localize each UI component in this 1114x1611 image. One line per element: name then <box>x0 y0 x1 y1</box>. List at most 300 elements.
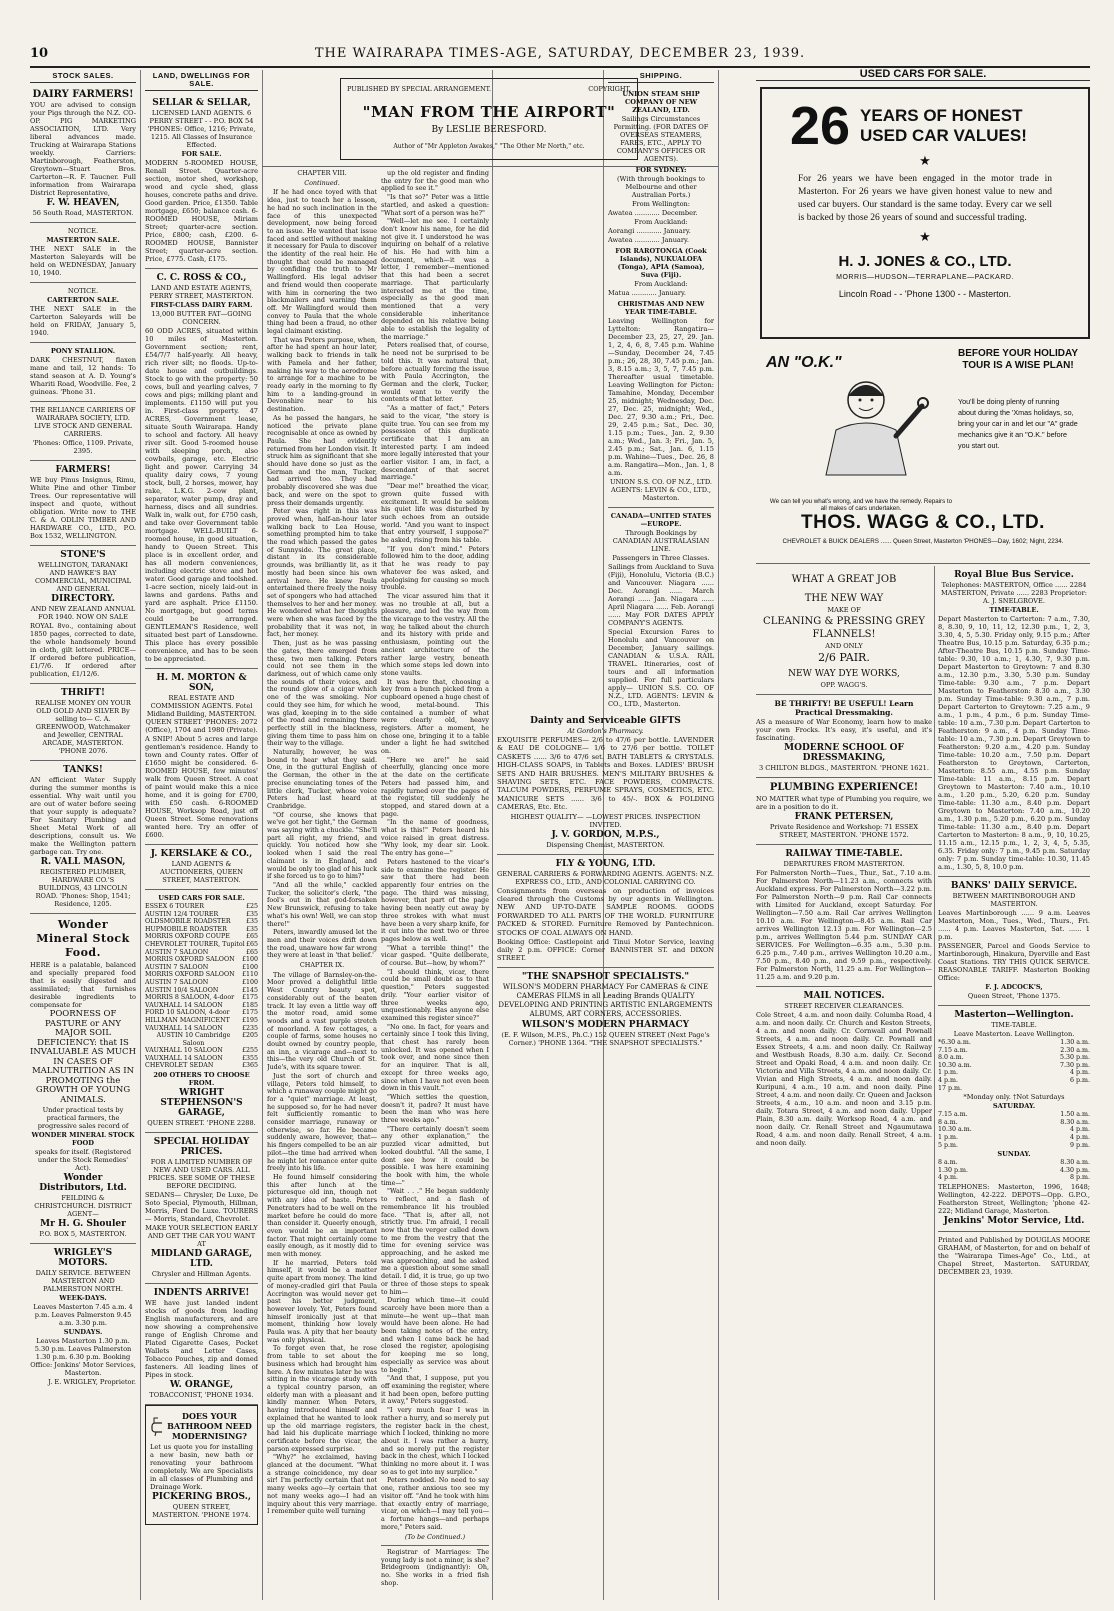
timetable-row-cell: 10.30 a.m. <box>938 1126 972 1134</box>
car-row-cell: £365 <box>241 1062 258 1070</box>
ad-title: DIRECTORY. <box>51 594 115 604</box>
ad-address: OPP. WAGG'S. <box>820 681 868 689</box>
ad-body: MAKE YOUR SELECTION EARLY AND GET THE CAR YOU WANT AT <box>145 1224 258 1249</box>
timetable-row <box>938 1174 1090 1182</box>
ad-line: MAKE OF <box>827 606 861 614</box>
section-heading: SHIPPING. <box>608 70 714 83</box>
car-row <box>145 1047 258 1055</box>
ad-subtitle: GENERAL CARRIERS & FORWARDING AGENTS. AGENTS: N.Z. EXPRESS CO., LTD., AND COLONIAL CARRYING CO. <box>497 869 714 886</box>
ad-title: STONE'S <box>60 550 106 560</box>
column-rule <box>934 566 935 1600</box>
timetable-row-cell: 1.30 a.m. <box>1060 1039 1090 1046</box>
wright-stephenson-ad <box>145 890 258 1133</box>
car-row-cell: £175 <box>241 1009 258 1017</box>
car-row-cell: £100 <box>241 956 258 964</box>
kerslake-ad <box>145 845 258 890</box>
ad-body: Depart Masterton to Carterton: 7 a.m., 7.30, 8, 8.30, 9, 10, 11, 12, 12.30 p.m., 1, 2, 3, 3.30, 4, 5, 5.30. Friday only, 9.15 p.m.; After Theatre Bus, 10.15 p.m. Saturday, 6.35 p.m.; After-Theatre Bus, 10.15 p.m. Sunday Time-table: 9.30, 10 a.m.; 1, 4.30, 7, 9.30 p.m. Depart Masterton to Greytown: 7 and 8.30 a.m., 12.30 p.m., 3.30, 5.30 p.m. Sunday Time-table: 9.30 a.m., 7 p.m. Depart Masterton to Featherston: 8.30 a.m., 3.30 p.m. Sunday Time-table: 9.30 a.m., 7 p.m. Depart Carterton to Greytown: 7.25 a.m., 9 a.m., 1 p.m., 4 p.m., 6 p.m. Sunday Time-table: 10 a.m., 7.30 p.m. Depart Carterton to Featherston: 9 a.m., 4 p.m. Sunday Time-table: 10 a.m., 7.30 p.m. Depart Greytown to Featherston: 9.20 a.m., 4.20 p.m. Sunday Time-table: 10.20 a.m., 7.50 p.m. Depart Featherston to Greytown, Carterton, Masterton: 8.55 a.m., 4.55 p.m. Sunday Time-table: 11 a.m., 8.15 p.m. Depart Greytown to Masterton: 7.40 a.m., 10.10 a.m., 1.20 p.m., 5.20, 6.20 p.m. Sunday Time-table: 11.30 a.m., 8.40 p.m. Depart Greytown to Masterton: 7.40 a.m., 10.20 a.m., 1.30 p.m., 5.20 p.m., 6.20 p.m. Sunday Time-table: 11.30 a.m., 8.40 p.m. Depart Carterton to Masterton: 8 a.m., 9, 10, 10.25, 11.15 a.m., 12.15 p.m., 1, 2, 3, 4, 5, 5.35, 6.35. Friday only: 7 p.m., 9.45 p.m. Saturday only: 7 p.m. Sunday time-table: 10.30, 11.45 a.m., 1.30, 5, 8, 10.0 p.m. <box>938 615 1090 871</box>
ad-heading: CHRISTMAS AND NEW YEAR TIME-TABLE. <box>617 300 705 316</box>
ad-makes: MORRIS—HUDSON—TERRAPLANE—PACKARD. <box>836 274 1014 281</box>
ad-heading: FIRST-CLASS DAIRY FARM. <box>150 301 253 309</box>
car-row <box>145 911 258 919</box>
ad-address: REGISTERED PLUMBER, HARDWARE CO.'S BUILDINGS, 43 LINCOLN ROAD. 'Phones: Shop, 1541; Residence, 1205. <box>35 868 131 908</box>
timetable-row-cell: 8.30 a.m. <box>1060 1159 1090 1167</box>
ad-body: WE have just landed indent stocks of goods from leading English manufacturers, and are now showing a comprehensive range of English Chrome and Plated Cigarette Cases, Pocket Wallets and Letter Cases, Tobacco Pouches, zip and domed fasteners. All leading lines of Pipes in stock. <box>145 1299 258 1380</box>
story-paragraph: That was Peters purpose, when, after he had spent an hour later, walking back to friends in talk with Pamela and her father, making his way to the aerodrome to arrange for a machine to be ready early in the morning to fly him to a landing-ground in Devonshire near to his destination. <box>267 335 377 414</box>
ad-body: Under practical tests by practical farmers, the progressive sales record of <box>37 1106 129 1130</box>
notice-title: MASTERTON SALE. <box>46 236 120 244</box>
car-row-cell: £255 <box>241 1047 258 1055</box>
timetable-row-cell: 5 p.m. <box>938 1141 959 1149</box>
story-paragraph: Peters, inwardly amused let the men and their voices drift down the road, unaware how far wrong they were at least in 'that belief.' <box>267 928 377 960</box>
story-paragraph: If he married, Peters told himself, it would be a matter quite apart from money. The kind of money-cradled girl that Paula Accrington was would never get past his better judgment, however lovely. Yet, Peters found himself ironically just at that moment, thinking how lovely Paula was. A pity that her beauty was only physical. <box>267 1258 377 1344</box>
ad-body: ROYAL 8vo., containing about 1850 pages, corrected to date, the whole handsomely bound in cloth, gilt lettered. PRICE— If ordered before publication, £1/7/6. If ordered after publication, £1/12/6. <box>30 622 136 678</box>
car-row-cell: MORRIS OXFORD COUPE <box>145 933 230 941</box>
car-row-cell: AUSTIN 12/4 TOURER <box>145 910 219 918</box>
ad-name: R. VALL MASON, <box>40 857 126 867</box>
continued-label: Continued. <box>304 178 340 187</box>
timetable-row <box>938 1077 1090 1085</box>
ad-company: PICKERING BROS., <box>152 1492 251 1503</box>
ad-title: RAILWAY TIME-TABLE. <box>785 849 903 859</box>
car-row <box>145 941 258 949</box>
ad-body: Let us quote you for installing a new basin, new bath or renovating your bathroom completely. We are Specialists in all classes of Plumbing and Drainage Work. <box>150 1443 253 1492</box>
ad-subtitle: Chrysler and Hillman Agents. <box>151 1270 252 1279</box>
ad-company: THOS. WAGG & CO., LTD. <box>801 512 1045 533</box>
story-paragraph: Then, just as he was passing the gates, there emerged from these, two men talking. Peters could not see them in the darkness, out of which came only the sounds of their voices, and the round glow of a cigar which one of the was smoking. Nor could they see him, for which he was glad, keeping in to the side of the road and remaining there perfectly still in the blackness, giving them time to pass him on their way to the village. <box>267 639 377 748</box>
ad-company: W. ORANGE, <box>169 1380 234 1391</box>
banks-service-ad <box>938 877 1090 1006</box>
ad-address: Queen Street, 'Phone 1375. <box>967 992 1061 1000</box>
story-paragraph: During which time—it could scarcely have been more than a minute—he went up—that man would have been alone. He had been taking notes of the entry, and when I came back he had closed the register, apologising for keeping me so long, especially as service was about to begin." <box>381 1296 489 1374</box>
car-row-cell: OLDSMOBILE ROADSTER <box>145 918 231 926</box>
ad-title: BEFORE YOUR HOLIDAY TOUR IS A WISE PLAN! <box>957 348 1079 371</box>
ad-heading: Passengers in Three Classes. <box>612 554 710 562</box>
story-paragraph: It was here that, choosing a key from a bunch picked from a cupboard opened a huge chest of wood, metal-bound. This contained a number of what were clearly old, heavy registers. After a moment, he chose one, bringing it to a table under a light he had switched on. <box>381 677 489 756</box>
ad-body: For 26 years we have been engaged in the motor trade in Masterton. For 26 years we have given honest value to new and used car buyers. Our standard is the same today. Every car we sell is backed by those 26 years of sound and successful trading. <box>798 174 1052 223</box>
timetable-row-cell: 7.15 a.m. <box>938 1111 968 1119</box>
ad-body: You'll be doing plenty of running about during the 'Xmas holidays, so, bring your car in and let our "A" grade mechanics give it an "O.K." before you start out. <box>958 397 1078 450</box>
ad-body: Leaves Masterton 7.45 a.m. 4 p.m. Leaves Palmerston 9.45 a.m. 3.30 p.m. <box>33 1303 133 1327</box>
wonder-stock-food-ad <box>30 914 136 1244</box>
timetable-row <box>938 1069 1090 1077</box>
ross-ad <box>145 269 258 669</box>
ad-agent: Mr H. G. Shouler <box>40 1219 126 1229</box>
ad-title: UNION STEAM SHIP COMPANY OF NEW ZEALAND, LTD. <box>622 90 700 114</box>
ad-body: AS a measure of War Economy, learn how to make your own Frocks. It's easy, it's useful, and it's fascinating. <box>756 718 932 742</box>
ad-body: Leaves Masterton 1.30 p.m. 5.30 p.m. Leaves Palmerston 1.30 p.m. 6.30 p.m. Booking Office: Jenkins' Motor Services, Masterton. <box>30 1337 136 1377</box>
story-paragraph: He found himself considering this after lunch at the picturesque old inn, though not with any idea of haste. Peters Penetraters had to be well on the market before he could do more than consider it. Queerly enough, even would be an important factor. That might certainly come easily enough, as it mostly did to men with money. <box>267 1173 377 1259</box>
car-row-cell: MORRIS 8 SALOON, 4-door <box>145 994 235 1002</box>
car-row-cell: £175 <box>241 994 258 1002</box>
pharmacy-carriers-column <box>497 712 714 1600</box>
ad-title: C. C. ROSS & CO., <box>156 273 247 283</box>
column-rule <box>718 70 719 1600</box>
ad-line: From Wellington: <box>631 200 691 208</box>
shipping-column <box>608 70 714 710</box>
ad-subtitle: TOBACCONIST, 'PHONE 1934. <box>149 1391 254 1400</box>
car-row-cell: £235 <box>241 1024 258 1032</box>
ad-body: Leaving Wellington for Lyttelton: Rangatira—December 23, 25, 27, 29. Jan. 1, 2, 4, 6, 8, 7.45 p.m. Wahine—Sunday, December 24, 7.45 p.m.; 26, 28, 30, 7.45 p.m.; Jan. 3, 8.15 a.m.; 3, 5, 7, 7.45 p.m. Thereafter usual timetable. Leaving Wellington for Picton: Tamahine, Monday, December 25, midnight; Wednesday, Dec. 27, Dec. 25, midnight; Wed., Dec. 27, 9.30 a.m.; Fri., Dec. 29, 2.45 p.m.; Sat., Dec. 30, 1.15 p.m.; Tues., Jan. 2, 9.30 a.m.; Wed., Jan. 3; Fri., Jan. 5, 2.45 p.m.; Sat., Jan. 6, 1.15 p.m. Wahine—Tues., Dec. 26, 8 a.m. Rangatira—Mon., Jan. 1, 8 a.m. <box>608 317 714 477</box>
ad-signature: J. E. WRIGLEY, Proprietor. <box>48 1378 136 1386</box>
arrangement-note: PUBLISHED BY SPECIAL ARRANGEMENT. <box>347 85 492 93</box>
ad-title: MAIL NOTICES. <box>803 991 885 1001</box>
timetable-row <box>938 1134 1090 1142</box>
car-row-cell: £65 <box>245 940 258 948</box>
land-column <box>145 70 258 1600</box>
ad-title: Masterton—Wellington. <box>954 1010 1074 1020</box>
timetable-row-cell: 4 p.m. <box>938 1174 959 1182</box>
ad-title: BE THRIFTY! BE USEFUL! Learn Practical Dressmaking. <box>774 699 914 717</box>
ad-title: WRIGHT STEPHENSON'S GARAGE, <box>160 1088 243 1119</box>
right-lower-left-column <box>756 566 932 1600</box>
story-paragraph: "I very much fear I was in rather a hurry, and so merely put the register back in the chest, which I locked, thinking no more about it. I was rather a hurry, and so merely put the register back in the chest, which I locked thinking no more about it. I was so as to get into my surplice." <box>381 1406 489 1476</box>
ad-heading: TIME-TABLE. <box>989 606 1039 614</box>
timetable-row-cell: 8.0 a.m. <box>938 1054 964 1062</box>
ad-address: 56 South Road, MASTERTON. <box>32 209 134 217</box>
column-rule <box>140 70 141 1600</box>
ad-subtitle: STREET RECEIVER CLEARANCES. <box>784 1002 904 1010</box>
timetable-row <box>938 1159 1090 1167</box>
ad-body: FOR A LIMITED NUMBER OF NEW AND USED CARS. ALL PRICES. SEE SOME OF THESE BEFORE DECIDING. <box>148 1158 255 1191</box>
timetable-row <box>938 1054 1090 1062</box>
bathtub-icon <box>150 1415 162 1437</box>
story-paragraph: "Here we are!" he said cheerfully, glancing once more at the date on the certificate Peters had passed him, and rapidly turned over the pages of the register, till suddenly he stopped, and stared down at a page. <box>381 755 489 818</box>
ad-list: SEDANS— Chrysler, De Luxe, De Soto Special, Plymouth, Hillman, Morris, Ford De Luxe. TOURERS— Morris, Standard, Chevrolet. <box>145 1191 258 1224</box>
timetable-row <box>938 1085 1090 1093</box>
ad-address: 3 CHILTON BLDGS., MASTERTON. 'PHONE 1621. <box>759 764 929 772</box>
car-row <box>145 903 258 911</box>
notice-label: NOTICE. <box>67 227 99 235</box>
ad-title: THRIFT! <box>61 688 105 698</box>
column-rule <box>492 70 493 1600</box>
story-paragraph: "I should think, vicar, there could be small doubt as to that question," Peters suggested drily. "Your earlier visitor of three weeks ago, unquestionably. Has anyone else examined this register since?" <box>381 967 489 1022</box>
pony-stallion-ad <box>30 343 136 402</box>
joke-paragraph: Registrar of Marriages: The young lady is not a minor, is she? Bridegroom (indignantly): Oh, no. She works in a fried fish shop. <box>381 1548 489 1587</box>
timber-farmers-ad <box>30 461 136 546</box>
copyright-note: COPYRIGHT. <box>588 85 631 93</box>
stock-sales-column <box>30 70 136 1600</box>
notice-title: CARTERTON SALE. <box>47 296 119 304</box>
ad-company: Jenkins' Motor Service, Ltd. <box>943 1215 1085 1226</box>
dairy-farmers-ad <box>30 86 136 223</box>
car-row-cell: AUSTIN 10 Cambridge Saloon <box>156 1032 231 1047</box>
timetable-row <box>938 1039 1090 1047</box>
chapter-heading: CHAPTER IX. <box>299 961 345 970</box>
notice-label: NOTICE. <box>67 287 99 295</box>
story-paragraph: Peters hastened to the vicar's side to examine the register. He saw that there had been apparently four entries on the page. The third was missing, however, that part of the page having been neatly cut away by three strokes with what must have been a very sharp knife, for it cut into the next two or three pages below as well. <box>381 857 489 943</box>
timetable-row-cell: 8 a.m. <box>938 1118 958 1126</box>
timetable-row <box>938 1119 1090 1127</box>
ad-address: Dispensing Chemist, MASTERTON. <box>546 840 665 849</box>
petersen-plumbing-ad <box>756 778 932 845</box>
ad-title: SELLAR & SELLAR, <box>152 98 251 108</box>
pickering-bathroom-ad <box>145 1405 258 1525</box>
ad-address: Lincoln Road - - 'Phone 1300 - - Masterton. <box>838 289 1012 299</box>
wilson-pharmacy-ad <box>497 968 714 1052</box>
ad-body: MODERN 5-ROOMED HOUSE, Renall Street. Quarter-acre section, motor shed, workshop, wood and cycle shed, glass houses, concrete paths and drive. Good garden. Price, £1350. Table mortgage, £650; balance cash. 6-ROOMED HOUSE, Miriam Street; quarter-acre section. Price, £800; cash, £200. 6-ROOMED HOUSE, Bannister Street; quarter-acre section. Price, £775. Cash, £175. <box>145 159 258 263</box>
ad-body: YOU are advised to consign your Pigs through the N.Z. CO-OP. PIG MARKETING ASSOCIATION, LTD. Very liberal advances made. Trucking at Wairarapa Stations weekly. Carriers: Martinborough, Featherston, Greytown—Stuart Bros. Carterton—R. F. Taucner. Full information from Wairarapa District Representative, <box>30 101 136 197</box>
ad-subtitle: WELLINGTON, TARANAKI AND HAWKE'S BAY COMMERCIAL, MUNICIPAL AND GENERAL <box>34 561 132 593</box>
ad-subtitle: FEILDING & CHRISTCHURCH. DISTRICT AGENT— <box>34 1194 132 1218</box>
section-heading: USED CARS FOR SALE. <box>756 68 1090 81</box>
car-row <box>145 964 258 972</box>
timetable-row-cell: 8 p.m. <box>1069 1174 1090 1182</box>
timetable-row-cell: 4 p.m. <box>1069 1126 1090 1134</box>
car-row <box>145 979 258 987</box>
ad-heading: TIME-TABLE. <box>991 1021 1037 1029</box>
jones-motors-ad <box>760 87 1090 339</box>
ad-body: For Palmerston North—Tues., Thur., Sat., 7.10 a.m. For Palmerston North—11.23 a.m., connects with Auckland express. For Palmerston North—3.22 p.m. For Palmerston North—9 p.m. Rail Car connects with Limited for Auckland, except Saturday. For Wellington—7.50 a.m. Rail Car arrives Wellington 10.10 a.m. For Wellington—8.45 a.m. Rail Car arrives Wellington 12.13 p.m. For Wellington—2.5 p.m., arrives Wellington 5.44 p.m. SUNDAY CAR SERVICES. For Wellington—6.35 a.m., 5.30 p.m. 6.25 p.m., 7.40 p.m., arrives Wellington 10.20 a.m., 7.50 p.m., 8.40 p.m., and 9.59 p.m., respectively. For Palmerston North, 11.25 a.m. For Wellington—11.25 a.m. and 9.20 p.m. <box>756 869 932 981</box>
ad-product: WONDER MINERAL STOCK FOOD <box>31 1131 135 1147</box>
timetable-row <box>938 1142 1090 1150</box>
timetable-row-cell: 1.30 p.m. <box>938 1166 969 1174</box>
story-paragraph: Peters nodded. No need to say one, rather anxious too see my visitor off. "And he took with him that exactly entry of marriage, vicar, on which—I may tell you—a fortune hangs—and perhaps more," Peters said. <box>381 1476 489 1531</box>
timetable-rows <box>938 1111 1090 1149</box>
ad-company: MODERNE SCHOOL OF DRESSMAKING, <box>784 743 904 763</box>
car-row <box>145 949 258 957</box>
story-paragraph: Naturally, however, he was bound to hear what they said. One, in the guttural English of the German, the other in the precise enunciating tones of the little clerk, Tucker, whose voice Peters had last heard at Cranbridge. <box>267 748 377 810</box>
ad-line: Matua ............ January. <box>608 289 686 297</box>
car-row-cell: £110 <box>241 971 258 979</box>
timetable-row-cell: 7.30 p.m. <box>1059 1061 1090 1069</box>
ad-heading: 13,000 BUTTER FAT—GOING CONCERN. <box>151 310 252 326</box>
timetable-row-cell: 1.50 a.m. <box>1060 1111 1090 1119</box>
car-row <box>145 1002 258 1010</box>
ad-body: DARK CHESTNUT, flaxen mane and tail, 12 hands: To stand season at A. D. Young's Whariti Road, Woodville. Fee, 2 guineas. 'Phone 31. <box>30 356 136 396</box>
car-row-cell: AUSTIN 10/4 SALOON <box>145 986 219 994</box>
story-paragraph: "There certainly doesn't seem any other explanation," the puzzled vicar admitted, but looked doubtful. "All the same, I dont see how it could be possible. I was here examining the book with him, the whole time—" <box>381 1124 489 1187</box>
ad-body: NO MATTER what type of Plumbing you require, we are in a position to do it. <box>756 795 932 811</box>
ad-name: F. W. HEAVEN, <box>46 198 120 208</box>
car-row-cell: £185 <box>241 1001 258 1009</box>
orange-tobacconist-ad <box>145 1284 258 1405</box>
car-price-list <box>145 903 258 1070</box>
sellar-ad <box>145 94 258 269</box>
story-column-2 <box>381 170 489 1600</box>
wrigleys-motors-ad <box>30 1244 136 1391</box>
story-paragraph: "Well—let me see. I certainly don't know his name, for he did not give it. I understood he was inquiring on behalf of a relative of his. He had with him a document, which—it was a letter, I remember—mentioned that this had been a secret marriage. That particularly interested me at the time, especially as the good man mentioned that a very considerable inheritance depended on his relative being able to establish the legality of the marriage." <box>381 217 489 341</box>
car-row-cell: £65 <box>245 933 258 941</box>
ad-body: Booking Office: Castlepoint and Tinui Motor Service, leaving daily 2 p.m. OFFICE: Corner BANNISTER ST. and DIXON STREET. <box>497 938 714 963</box>
timetable-row-cell: 2.30 a.m. <box>1060 1046 1090 1054</box>
timetable-row <box>938 1047 1090 1055</box>
ad-subtitle: DEPARTURES FROM MASTERTON. <box>783 860 905 868</box>
story-paragraph: "Is that so?" Peter was a little startled, and asked a question: "What sort of a person was he?" <box>381 193 489 217</box>
car-row-cell: £205 <box>241 1032 258 1040</box>
ad-body: PASSENGER, Parcel and Goods Service to Martinborough, Hinakura, Dyerville and East Coast Stations. TRY THIS QUICK SERVICE. REASONABLE TARIFF. Masterton Booking Office: <box>938 942 1090 982</box>
ad-heading: USED CARS FOR SALE. <box>158 894 245 902</box>
morton-ad <box>145 669 258 845</box>
car-row-cell: HUPMOBILE ROADSTER <box>145 925 227 933</box>
car-row-cell: FORD 10 SALOON, 4-door <box>145 1009 230 1017</box>
railway-timetable <box>756 845 932 987</box>
ad-agents: UNION S.S. CO. OF N.Z., LTD. AGENTS: LEVIN & CO., LTD., Masterton. <box>610 478 712 502</box>
section-heading: STOCK SALES. <box>30 70 136 83</box>
car-row-cell: MORRIS OXFORD SALOON <box>145 971 235 979</box>
ok-heading: AN "O.K." <box>766 354 842 371</box>
ad-company: H. J. JONES & CO., LTD. <box>838 253 1012 270</box>
ad-address: CHEVROLET & BUICK DEALERS ...... Queen Street, Masterton 'PHONES—Day, 1602; Night, 2234. <box>782 538 1064 545</box>
mail-notices <box>756 987 932 1152</box>
column-rule <box>262 70 263 1600</box>
ad-title: CLEANING & PRESSING GREY FLANNELS! <box>763 616 925 640</box>
ad-body: TELEPHONES: Masterton, 1996, 1648; Wellington, 42-222. DEPOTS—Opp. G.P.O., Featherston Street, Wellington; 'phone 42-222; Midland Garage, Masterton. <box>938 1182 1090 1215</box>
ad-body: THE RELIANCE CARRIERS OF WAIRARAPA SOCIETY, LTD. LIVE STOCK AND GENERAL CARRIERS. <box>30 406 136 438</box>
ad-body: 60 ODD ACRES, situated within 10 miles of Masterton. Government section; rent, £54/7/7 half-yearly. All heavy, rich river silt; no floods. Up-to-date house and outbuildings. Stock to go with the property: 50 cows, bull and yearling calves, 7 cows and pigs; milking plant and implements. £1150 will put you in. First-class property. 47 ACRES, Government lease, situate South Wairarapa. Handy to school and factory. All heavy river silt. Good 5-roomed house with sleeping porch, also cowbails, garage, etc. Electric light and power. Carrying 34 quality dairy cows, 7 young stock, bull, 2 horses, mower, hay rake, L.K.G. 2-cow plant, separator, water pump, dray and harness, discs and all sundries. Walk in, walk out, for £750 cash, and take over Government table mortgage. WELL-BUILT 6-roomed house, in good situation, handy to Queen Street. This place is in excellent order, and has all modern conveniences, including electric stove and hot water. Good garage and toolshed. 1-acre section, nicely laid-out in lawns and gardens. Paths and yard are asphalt. Price £1150. No mortgage, but good terms could be arranged. GENTLEMAN'S Residence, well situated best part of Lansdowne. This place has every possible convenience, and has to be seen to be appreciated. <box>145 327 258 663</box>
car-row-cell: £100 <box>241 963 258 971</box>
ad-title: Royal Blue Bus Service. <box>954 570 1074 580</box>
canadian-line-ad <box>608 508 714 710</box>
timetable-row-cell: 6 p.m. <box>1069 1076 1090 1084</box>
ad-title: H. M. MORTON & SON, <box>156 673 247 693</box>
story-paragraph: As he passed the hangars, he noticed the private plane recognisable at once as owned by Paula. She had evidently returned from her London visit. It struck him as significant that she should have done so just as the German and the man, Tucker, had arrived too. They had probably discovered she was due back, and were on the spot to press their demands urgently. <box>267 413 377 507</box>
car-row <box>145 956 258 964</box>
ad-line: From Auckland: <box>634 280 688 288</box>
story-paragraph: "No one. In fact, for years and certainly since I took this living, that chest has rarely been unlocked. It was opened when I took over, and none since then for an inquirer. That is all, except for three weeks ago, since when I have not even been down in this vault." <box>381 1022 489 1093</box>
ad-title: CANADA—UNITED STATES—EUROPE. <box>610 512 712 528</box>
ad-heading: FOR RAROTONGA (Cook Islands), NUKUALOFA (Tonga), APIA (Samoa), Suva (Fiji). <box>615 247 707 279</box>
ad-note: *Monday only. †Not Saturdays <box>963 1093 1065 1102</box>
car-row-cell: CHEVROLET TOURER, Tupitol <box>145 940 245 948</box>
story-paragraph: To forget even that, he rose from table to set about the business which had brought him here. A few minutes later he was sitting in the vicarage study with a typical country parson, an elderly man with a pleasant and kindly manner. When Peters, having introduced himself and explained that he wanted to look up the old marriage registers, had laid his duplicate marriage certificate before the vicar, the parson expressed surprise. <box>267 1344 377 1453</box>
royal-blue-bus-ad <box>938 566 1090 877</box>
story-title: "MAN FROM THE AIRPORT" <box>362 103 616 121</box>
story-column-1 <box>267 170 377 1600</box>
ad-highlight: POORNESS OF PASTURE or ANY MAJOR SOIL DEFICIENCY: that IS INVALUABLE AS MUCH IN CASES OF MALNUTRITION AS IN PROMOTING the GROWTH OF YOUNG ANIMALS. <box>30 1009 136 1105</box>
ad-heading: Leave Masterton. Leave Wellington. <box>953 1030 1075 1038</box>
ad-title: J. KERSLAKE & CO., <box>150 849 253 859</box>
ad-subtitle: REAL ESTATE AND COMMISSION AGENTS. Fotel Midland Building, MASTERTON. QUEEN STREET 'PHONES: 2072 (Office), 1704 and 1980 (Private). <box>145 694 258 734</box>
timetable-row-cell: 1 p.m. <box>938 1133 959 1141</box>
ad-company: F. J. ADCOCK'S, <box>985 983 1043 991</box>
car-row <box>145 1025 258 1033</box>
timetable-row <box>938 1126 1090 1134</box>
story-paragraph: "Of course, she knows that we've got her tight," the German was saying with a chuckle. "She'll part all right, my friend, and quickly. You noticed how she looked when I said the real claimant is in England, and would be only too glad of his luck if she forced us to go to him?" <box>267 810 377 881</box>
car-row-cell: MORRIS OXFORD SALOON <box>145 956 235 964</box>
car-row-cell: £65 <box>245 948 258 956</box>
ad-company: NEW WAY DYE WORKS, <box>788 669 900 679</box>
ad-subtitle: Through Bookings by CANADIAN AUSTRALASIAN LINE. <box>612 529 710 553</box>
car-row-cell: VAUXHALL 14 SALOON <box>145 1024 223 1032</box>
ad-address: Private Residence and Workshop: 71 ESSEX STREET, MASTERTON. 'PHONE 1572. <box>769 823 919 839</box>
ad-subtitle: At Gordon's Pharmacy. <box>567 727 644 735</box>
car-row-cell: £25 <box>245 903 258 910</box>
right-lower-right-column <box>938 566 1090 1600</box>
ad-subtitle: QUEEN STREET. 'PHONE 2288. <box>147 1119 256 1128</box>
ad-heading: SUNDAYS. <box>63 1328 103 1336</box>
years-text: YEARS OF HONEST USED CAR VALUES! <box>860 106 1027 145</box>
ad-company: FRANK PETERSEN, <box>794 812 894 822</box>
ad-subtitle: LAND AGENTS & AUCTIONEERS, QUEEN STREET, MASTERTON. <box>160 860 243 884</box>
ad-subtitle: (With through bookings to Melbourne and other Australian Ports.) <box>617 175 705 199</box>
car-row <box>145 1062 258 1070</box>
ad-line: Awatea ............ December. <box>608 209 698 217</box>
ad-title: Wonder Mineral Stock Food. <box>36 918 130 959</box>
story-paragraph: "As a matter of fact," Peters said to the vicar, "the story is quite true. You can see from my possession of this duplicate certificate that I am an interested party. I am indeed more legally interested that your earlier visitor. I am, in fact, a descendant of that secret marriage." <box>381 404 489 482</box>
ad-heading: SATURDAY. <box>992 1102 1036 1111</box>
car-row <box>145 1017 258 1025</box>
ad-list: EXQUISITE PERFUMES— 2/6 to 47/6 per bottle. LAVENDER & EAU DE COLOGNE— 1/6 to 27/6 per bottle. TOILET CASKETS ...... 3/6 to 47/6 set. BATH TABLETS & CRYSTALS. HIGH-CLASS SOAPS, in Tablets and Boxes. LADIES' BRUSH SETS AND HAIR BRUSHES. MEN'S MILITARY BRUSHES & SHAVING SETS, ETC. FACE POWDERS, COMPACTS. TALCUM POWDERS, PERFUME SPRAYS, COSMETICS, ETC. MANICURE SETS ...... 3/6 to 45/-. BOX & FOLDING CAMERAS, Etc. Etc. <box>497 736 714 812</box>
printers-imprint: Printed and Published by DOUGLAS MOORE GRAHAM, of Masterton, for and on behalf of the "Wairarapa Times-Age" Co., Ltd., at Chapel Street, Masterton. SATURDAY, DECEMBER 23, 1939. <box>938 1235 1090 1276</box>
ad-body: Leaves Martinborough ...... 9 a.m. Leaves Masterton, Mon., Tues., Wed., Thurs., Fri. ...... 4 p.m. Leaves Masterton, Sat. ...... 1 p.m. <box>938 909 1090 941</box>
ad-line: From Auckland: <box>634 218 688 226</box>
car-row <box>145 1032 258 1047</box>
timetable-row <box>938 1167 1090 1175</box>
car-row-cell: AUSTIN 7 SALOON <box>145 948 209 956</box>
car-row-cell: HILLMAN MAGNIFICENT <box>145 1016 230 1024</box>
jenkins-motor-ad <box>938 1006 1090 1232</box>
chapter-heading: CHAPTER VIII. <box>297 170 347 177</box>
ad-body: HIGHEST QUALITY— —LOWEST PRICES. INSPECTION INVITED. <box>510 812 701 829</box>
story-paragraph: "What a terrible thing!" the vicar gasped. "Quite deliberate, of course. But—how, by whom?" <box>381 943 489 968</box>
ad-title: INDENTS ARRIVE! <box>153 1288 250 1299</box>
timetable-row-cell: 10.30 a.m. <box>938 1061 972 1069</box>
ad-heading: FOR SYDNEY: <box>635 166 687 174</box>
ad-line: Awatea ............ January. <box>608 236 689 244</box>
story-paragraph: "In the name of goodness, what is this!" Peters heard his voice raised in great distress. "Why look, my dear sir. Look. The entry has gone—" <box>381 818 489 858</box>
ad-title: DAIRY FARMERS! <box>32 89 134 100</box>
ad-title: WHAT A GREAT JOB <box>791 574 897 585</box>
car-row-cell: £35 <box>245 910 258 918</box>
ad-title: FARMERS! <box>55 465 111 475</box>
ad-body: Cole Street, 4 a.m. and noon daily. Columba Road, 4 a.m. and noon daily. Cr. Church and Keston Streets, 4 a.m. and noon daily. Cr. Cornwall and Pownall Streets, 4 a.m. and noon daily. Cr. Pownall and Essex Streets, 4 a.m. and noon daily. Cr. Railway and Westbush Roads, 8.30 a.m. daily. Cr. Second Street and Opaki Road, 4 a.m. and noon daily. Cr. Victoria and Villa Streets, 4 a.m. and noon daily. Cr. Vivian and High Streets, 4 a.m. and noon daily. Kuripuni, 4 a.m., 10 a.m. and noon daily. Pine Street, 4 a.m. and noon daily. Cr. Queen and Jackson Streets, 4 a.m., 10 a.m. and noon and 3.15 p.m. daily. Totara Street, 4 a.m. and noon daily. Upper Plain, 8.30 a.m. daily. Worksop Road, 4 a.m. and noon daily. Cr. Renall Street and Ngaumutawa Road, 4 a.m. and noon daily. Renall Street, 4 a.m. and noon daily. <box>756 1011 932 1147</box>
fly-young-ad <box>497 855 714 968</box>
story-paragraph: Peters realised that, of course, he need not be surprised to be told this. It was natural that, before actually forcing the issue with Paula Accrington, the German and the clerk, Tucker, would want to verify the contents of that letter. <box>381 341 489 404</box>
ad-subtitle: AND NEW ZEALAND ANNUAL FOR 1940. NOW ON SALE <box>30 605 136 621</box>
ad-subtitle: QUEEN STREET, MASTERTON. 'PHONE 1974. <box>152 1503 251 1520</box>
car-row-cell: £35 <box>245 925 258 933</box>
ad-body: 200 OTHERS TO CHOOSE FROM. <box>153 1071 250 1088</box>
ad-company: Wonder Distributors, Ltd. <box>39 1173 127 1193</box>
ad-title: PONY STALLION. <box>50 347 116 355</box>
masterton-sale-notice <box>30 223 136 283</box>
ad-title: FLY & YOUNG, LTD. <box>555 858 656 869</box>
ad-title: TANKS! <box>63 765 103 775</box>
timetable-row-cell: 8.30 a.m. <box>1060 1118 1090 1126</box>
ad-body: speaks for itself. (Registered under the Stock Remedies' Act). <box>34 1148 132 1172</box>
ad-subtitle: LICENSED LAND AGENTS. 6 PERRY STREET - - P.O. BOX 54 'PHONES: Office, 1216; Private, 1215. All Classes of Insurance Effected. <box>147 109 256 149</box>
car-row-cell: £195 <box>241 1016 258 1024</box>
story-paragraph: "If you don't mind." Peters followed him to the door, adding that he was ready to pay whatever fee was asked, and apologising for causing so much trouble. <box>381 544 489 592</box>
ad-body: WILSON'S MODERN PHARMACY For CAMERAS & CINE CAMERAS FILMS in all Leading Brands QUALITY DEVELOPING AND PRINTING ARTISTIC ENLARGEMENTS ALBUMS, ART CORNERS, ACCESSORIES. <box>498 983 713 1019</box>
story-paragraph: Just the sort of church and village, Peters told himself, to which a runaway couple might go for a "quiet" marriage. At least, he supposed so, for he had never felt sufficiently romantic to consider marriage, runaway or otherwise, so far. He became suddenly aware, however, that—his fingers compelled to be an air pilot—the time had arrived when he might let romance enter quite freely into his life. <box>267 1071 377 1173</box>
ad-heading: FOR SALE. <box>181 150 222 158</box>
tanks-ad <box>30 761 136 914</box>
star-icon: ★ <box>919 153 931 168</box>
thrift-ad <box>30 684 136 761</box>
timetable-row <box>938 1111 1090 1119</box>
timetable-row-cell: 9 p.m. <box>1069 1141 1090 1149</box>
car-row <box>145 987 258 995</box>
ad-title: SPECIAL HOLIDAY PRICES. <box>153 1137 250 1158</box>
ad-title: Dainty and Serviceable GIFTS <box>530 716 681 726</box>
timetable-row-cell: 7.15 a.m. <box>938 1046 968 1054</box>
serial-title-box <box>340 78 638 160</box>
notice-body: THE NEXT SALE in the Carterton Saleyards will be held on FRIDAY, January 5, 1940. <box>30 305 136 337</box>
story-paragraph: "And all the while," cackled Tucker, the solicitor's clerk, "the fool's out in that god-forsaken New Brunswick, refusing to take what's his own! Well, we can stop there!" <box>267 880 377 928</box>
ad-tagline: We can tell you what's wrong, and we have the remedy. Repairs to all makes of cars undertaken. <box>769 498 953 512</box>
car-row <box>145 994 258 1002</box>
ad-title: THE NEW WAY <box>804 593 884 604</box>
story-paragraph: The village of Barnsley-on-the-Moor proved a delightful little West Country beauty spot, considerably out of the beaten track. It lay even a little way off the motor road, amid some woods and a vast purple stretch of moorland. A few cottages, a couple of farms, some houses no doubt owned by country people, an inn, a vicarage and—next to this—the very old Church of St. Jude's, with its square tower. <box>267 970 377 1072</box>
story-paragraph: The vicar assured him that it was no trouble at all, but a pleasure, and led the way from the vicarage to the vestry. All the way, he talked about the church and its history with pride and enthusiasm, pointing out the ancient architecture of the rather large vestry, beneath which some steps led down into stone vaults. <box>381 591 489 677</box>
star-icon: ★ <box>919 229 931 244</box>
timetable-row-cell: 4.30 p.m. <box>1059 1166 1090 1174</box>
timetable-rows <box>938 1039 1090 1092</box>
car-row-cell: CHEVROLET SEDAN <box>145 1062 214 1070</box>
car-row-cell: £35 <box>245 918 258 926</box>
story-paragraph: "And that, I suppose, put you off examining the register, where it had been open, before putting it away," Peters suggested. <box>381 1374 489 1406</box>
